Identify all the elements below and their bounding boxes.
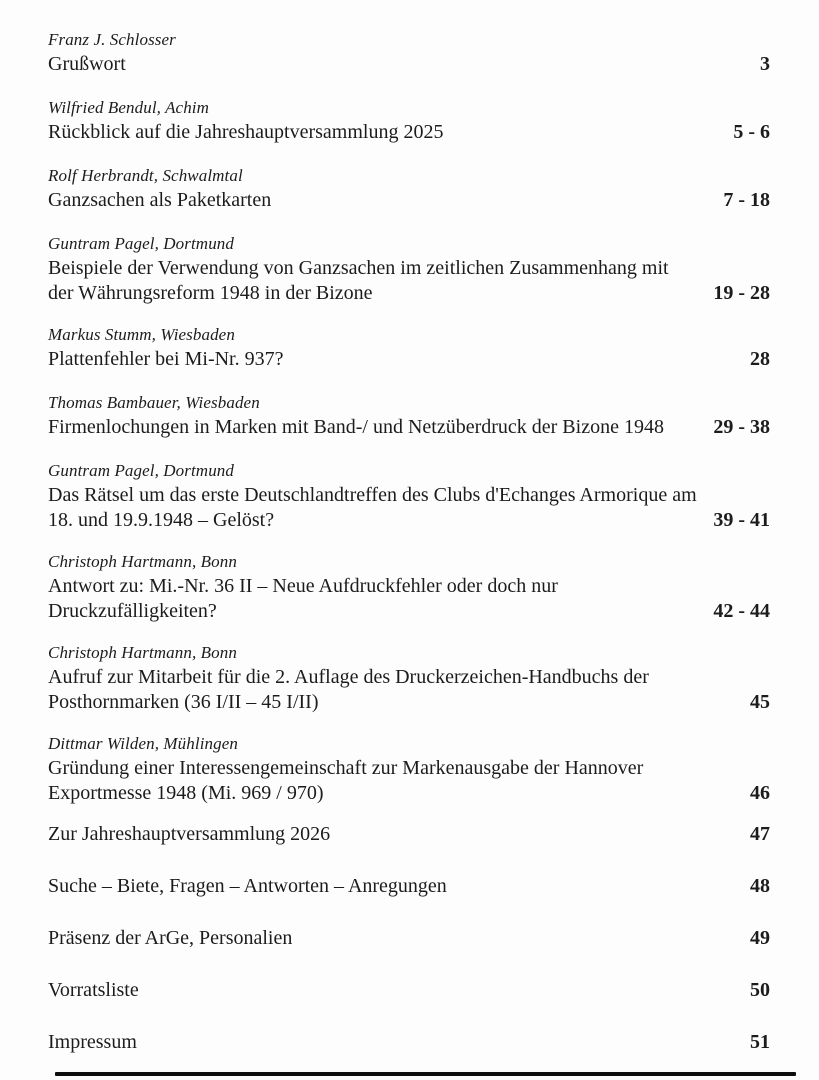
title-line: der Währungsreform 1948 in der Bizone (48, 282, 373, 304)
entry-title (48, 874, 447, 899)
entry-row (48, 978, 770, 1003)
entry-row (48, 926, 770, 951)
entry-row (48, 415, 770, 440)
page-number: 47 (750, 823, 770, 845)
title-line: 18. und 19.9.1948 – Gelöst? (48, 509, 275, 531)
entry-row (48, 256, 770, 306)
author-line: Guntram Pagel, Dortmund (48, 461, 234, 480)
entry-row (48, 347, 770, 372)
toc-entry (48, 822, 770, 847)
title-line: Exportmesse 1948 (Mi. 969 / 970) (48, 782, 324, 804)
entry-title (48, 756, 643, 806)
entry-title (48, 483, 697, 533)
toc-entry (48, 95, 770, 145)
entry-row (48, 52, 770, 77)
toc-entry (48, 231, 770, 306)
title-line: Antwort zu: Mi.-Nr. 36 II – Neue Aufdruckfehler oder doch nur (48, 575, 558, 597)
author-line: Rolf Herbrandt, Schwalmtal (48, 166, 243, 185)
author-line: Wilfried Bendul, Achim (48, 98, 210, 117)
page-number: 45 (750, 691, 770, 713)
entry-title (48, 1030, 137, 1055)
author-line: Christoph Hartmann, Bonn (48, 643, 237, 662)
page-number: 48 (750, 875, 770, 897)
title-line: Gründung einer Interessengemeinschaft zur Markenausgabe der Hannover (48, 757, 644, 779)
entry-title (48, 415, 664, 440)
toc-entry (48, 27, 770, 77)
entry-row (48, 665, 770, 715)
toc-entry (48, 390, 770, 440)
title-line: Posthornmarken (36 I/II – 45 I/II) (48, 691, 319, 713)
title-line: Zur Jahreshauptversammlung 2026 (48, 823, 331, 845)
page-number: 7 - 18 (723, 189, 770, 211)
page-number: 50 (750, 979, 770, 1001)
author-line: Markus Stumm, Wiesbaden (48, 325, 235, 344)
entry-title (48, 665, 649, 715)
page-number: 29 - 38 (713, 416, 770, 438)
title-line: Suche – Biete, Fragen – Antworten – Anregungen (48, 875, 447, 897)
entry-title (48, 120, 443, 145)
title-line: Aufruf zur Mitarbeit für die 2. Auflage des Druckerzeichen-Handbuchs der (48, 666, 649, 688)
toc-list (48, 27, 770, 1055)
entry-row (48, 188, 770, 213)
page-number: 19 - 28 (713, 282, 770, 304)
entry-title (48, 188, 271, 213)
toc-entry (48, 731, 770, 806)
author-line: Dittmar Wilden, Mühlingen (48, 734, 238, 753)
entry-title (48, 574, 558, 624)
entry-row (48, 574, 770, 624)
title-line: Vorratsliste (48, 979, 139, 1001)
page-number: 49 (750, 927, 770, 949)
page-number: 28 (750, 348, 770, 370)
page-number: 46 (750, 782, 770, 804)
entry-row (48, 756, 770, 806)
title-line: Ganzsachen als Paketkarten (48, 189, 272, 211)
toc-entry (48, 978, 770, 1003)
entry-row (48, 874, 770, 899)
title-line: Firmenlochungen in Marken mit Band-/ und Netzüberdruck der Bizone 1948 (48, 416, 664, 438)
entry-title (48, 978, 139, 1003)
title-line: Impressum (48, 1031, 137, 1053)
title-line: Präsenz der ArGe, Personalien (48, 927, 293, 949)
scan-edge-artifact (55, 1072, 796, 1076)
entry-row (48, 483, 770, 533)
author-line: Thomas Bambauer, Wiesbaden (48, 393, 260, 412)
page-number: 42 - 44 (713, 600, 770, 622)
entry-row (48, 120, 770, 145)
title-line: Druckzufälligkeiten? (48, 600, 217, 622)
title-line: Plattenfehler bei Mi-Nr. 937? (48, 348, 284, 370)
title-line: Beispiele der Verwendung von Ganzsachen im zeitlichen Zusammenhang mit (48, 257, 669, 279)
title-line: Grußwort (48, 53, 126, 75)
entry-title (48, 926, 292, 951)
entry-row (48, 822, 770, 847)
title-line: Rückblick auf die Jahreshauptversammlung 2025 (48, 121, 444, 143)
toc-entry (48, 874, 770, 899)
title-line: Das Rätsel um das erste Deutschlandtreffen des Clubs d'Echanges Armorique am (48, 484, 697, 506)
toc-entry (48, 458, 770, 533)
entry-title (48, 822, 330, 847)
entry-row (48, 1030, 770, 1055)
toc-entry (48, 640, 770, 715)
page-number: 51 (750, 1031, 770, 1053)
toc-entry (48, 549, 770, 624)
toc-entry (48, 163, 770, 213)
entry-title (48, 347, 284, 372)
author-line: Franz J. Schlosser (48, 30, 176, 49)
toc-entry (48, 926, 770, 951)
page-number: 39 - 41 (713, 509, 770, 531)
page-number: 3 (760, 53, 770, 75)
entry-title (48, 256, 669, 306)
toc-entry (48, 1030, 770, 1055)
author-line: Christoph Hartmann, Bonn (48, 552, 237, 571)
entry-title (48, 52, 126, 77)
author-line: Guntram Pagel, Dortmund (48, 234, 234, 253)
toc-entry (48, 322, 770, 372)
page-number: 5 - 6 (733, 121, 770, 143)
